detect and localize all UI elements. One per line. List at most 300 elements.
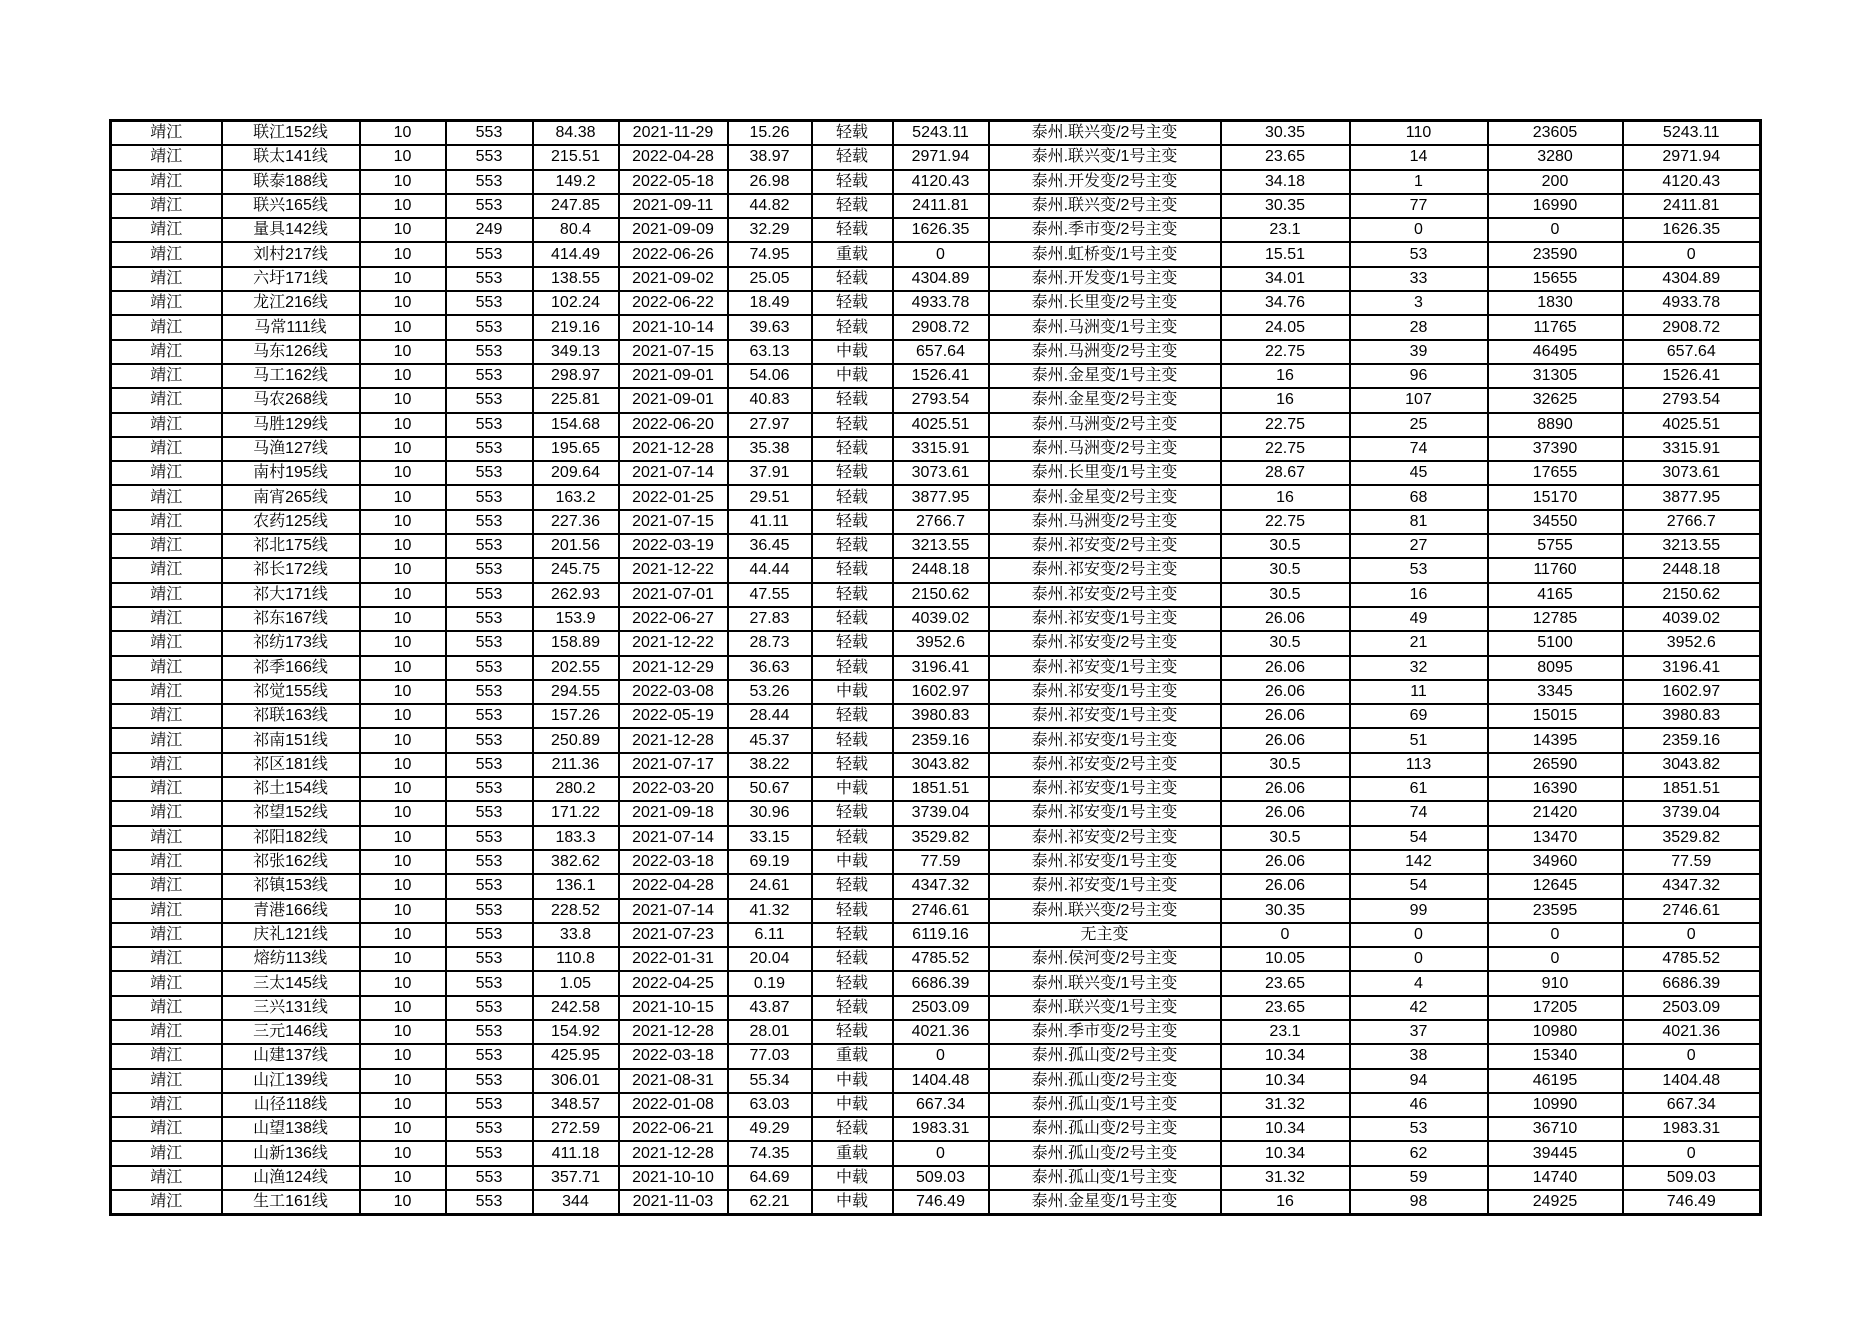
value-cell: 149.2 bbox=[533, 170, 619, 194]
line-name-cell: 祁区181线 bbox=[222, 753, 360, 777]
value-cell: 154.68 bbox=[533, 413, 619, 437]
percent-cell: 63.13 bbox=[728, 340, 812, 364]
count-cell: 15655 bbox=[1488, 267, 1623, 291]
load-status-cell: 轻载 bbox=[812, 899, 893, 923]
transformer-cell: 泰州.联兴变/1号主变 bbox=[989, 145, 1221, 169]
value-cell: 154.92 bbox=[533, 1020, 619, 1044]
value-cell: 211.36 bbox=[533, 753, 619, 777]
line-name-cell: 祁阳182线 bbox=[222, 826, 360, 850]
line-name-cell: 三元146线 bbox=[222, 1020, 360, 1044]
line-name-cell: 三太145线 bbox=[222, 971, 360, 995]
voltage-cell: 10 bbox=[360, 194, 446, 218]
voltage-cell: 10 bbox=[360, 291, 446, 315]
date-cell: 2021-12-28 bbox=[619, 1020, 728, 1044]
load-status-cell: 轻载 bbox=[812, 704, 893, 728]
count-cell: 11760 bbox=[1488, 558, 1623, 582]
city-cell: 靖江 bbox=[111, 850, 222, 874]
date-cell: 2021-10-10 bbox=[619, 1166, 728, 1190]
voltage-cell: 10 bbox=[360, 899, 446, 923]
value-cell: 136.1 bbox=[533, 874, 619, 898]
date-cell: 2021-09-01 bbox=[619, 388, 728, 412]
count-cell: 53 bbox=[1350, 558, 1488, 582]
table-row bbox=[111, 1166, 1761, 1190]
table-row bbox=[111, 267, 1761, 291]
date-cell: 2022-06-27 bbox=[619, 607, 728, 631]
code-cell: 553 bbox=[446, 437, 533, 461]
count-cell: 99 bbox=[1350, 899, 1488, 923]
line-name-cell: 祁土154线 bbox=[222, 777, 360, 801]
margin-cell: 4120.43 bbox=[1623, 170, 1761, 194]
transformer-cell: 泰州.马洲变/1号主变 bbox=[989, 315, 1221, 339]
line-name-cell: 祁季166线 bbox=[222, 656, 360, 680]
percent-cell: 55.34 bbox=[728, 1069, 812, 1093]
count-cell: 3280 bbox=[1488, 145, 1623, 169]
date-cell: 2021-12-28 bbox=[619, 728, 728, 752]
count-cell: 36710 bbox=[1488, 1117, 1623, 1141]
line-name-cell: 联泰188线 bbox=[222, 170, 360, 194]
transformer-cell: 泰州.祁安变/1号主变 bbox=[989, 704, 1221, 728]
count-cell: 31305 bbox=[1488, 364, 1623, 388]
date-cell: 2021-09-01 bbox=[619, 364, 728, 388]
line-name-cell: 马胜129线 bbox=[222, 413, 360, 437]
city-cell: 靖江 bbox=[111, 218, 222, 242]
table-row bbox=[111, 413, 1761, 437]
voltage-cell: 10 bbox=[360, 753, 446, 777]
value-cell: 183.3 bbox=[533, 826, 619, 850]
value-cell: 344 bbox=[533, 1190, 619, 1215]
load-status-cell: 轻载 bbox=[812, 971, 893, 995]
margin-cell: 509.03 bbox=[1623, 1166, 1761, 1190]
transformer-cell: 泰州.长里变/2号主变 bbox=[989, 291, 1221, 315]
count-cell: 54 bbox=[1350, 826, 1488, 850]
margin-cell: 3739.04 bbox=[1623, 801, 1761, 825]
transformer-cell: 泰州.孤山变/2号主变 bbox=[989, 1117, 1221, 1141]
city-cell: 靖江 bbox=[111, 194, 222, 218]
load-status-cell: 轻载 bbox=[812, 728, 893, 752]
table-row bbox=[111, 1044, 1761, 1068]
margin-cell: 4933.78 bbox=[893, 291, 989, 315]
value-cell: 26.06 bbox=[1221, 777, 1350, 801]
date-cell: 2021-09-02 bbox=[619, 267, 728, 291]
count-cell: 34960 bbox=[1488, 850, 1623, 874]
city-cell: 靖江 bbox=[111, 947, 222, 971]
date-cell: 2021-09-11 bbox=[619, 194, 728, 218]
load-status-cell: 中载 bbox=[812, 1069, 893, 1093]
city-cell: 靖江 bbox=[111, 1190, 222, 1215]
value-cell: 228.52 bbox=[533, 899, 619, 923]
load-status-cell: 重载 bbox=[812, 1044, 893, 1068]
count-cell: 24925 bbox=[1488, 1190, 1623, 1215]
code-cell: 553 bbox=[446, 1141, 533, 1165]
date-cell: 2022-06-21 bbox=[619, 1117, 728, 1141]
code-cell: 553 bbox=[446, 680, 533, 704]
percent-cell: 24.61 bbox=[728, 874, 812, 898]
code-cell: 553 bbox=[446, 607, 533, 631]
percent-cell: 41.11 bbox=[728, 510, 812, 534]
percent-cell: 6.11 bbox=[728, 923, 812, 947]
margin-cell: 2411.81 bbox=[893, 194, 989, 218]
transformer-cell: 泰州.马洲变/2号主变 bbox=[989, 510, 1221, 534]
count-cell: 23590 bbox=[1488, 242, 1623, 266]
count-cell: 21 bbox=[1350, 631, 1488, 655]
date-cell: 2021-10-15 bbox=[619, 996, 728, 1020]
table-row bbox=[111, 1141, 1761, 1165]
transformer-cell: 泰州.祁安变/1号主变 bbox=[989, 850, 1221, 874]
percent-cell: 54.06 bbox=[728, 364, 812, 388]
transformer-cell: 泰州.金星变/2号主变 bbox=[989, 485, 1221, 509]
date-cell: 2021-12-28 bbox=[619, 437, 728, 461]
count-cell: 12645 bbox=[1488, 874, 1623, 898]
table-row bbox=[111, 996, 1761, 1020]
margin-cell: 3952.6 bbox=[1623, 631, 1761, 655]
count-cell: 37390 bbox=[1488, 437, 1623, 461]
voltage-cell: 10 bbox=[360, 656, 446, 680]
value-cell: 84.38 bbox=[533, 121, 619, 146]
percent-cell: 62.21 bbox=[728, 1190, 812, 1215]
count-cell: 74 bbox=[1350, 437, 1488, 461]
table-row bbox=[111, 194, 1761, 218]
code-cell: 553 bbox=[446, 315, 533, 339]
margin-cell: 1602.97 bbox=[893, 680, 989, 704]
date-cell: 2022-04-28 bbox=[619, 145, 728, 169]
code-cell: 553 bbox=[446, 1190, 533, 1215]
value-cell: 23.65 bbox=[1221, 971, 1350, 995]
load-status-cell: 轻载 bbox=[812, 145, 893, 169]
voltage-cell: 10 bbox=[360, 996, 446, 1020]
date-cell: 2021-12-29 bbox=[619, 656, 728, 680]
percent-cell: 28.44 bbox=[728, 704, 812, 728]
margin-cell: 3213.55 bbox=[1623, 534, 1761, 558]
margin-cell: 657.64 bbox=[1623, 340, 1761, 364]
margin-cell: 2971.94 bbox=[1623, 145, 1761, 169]
count-cell: 15015 bbox=[1488, 704, 1623, 728]
value-cell: 30.5 bbox=[1221, 534, 1350, 558]
value-cell: 22.75 bbox=[1221, 510, 1350, 534]
count-cell: 8890 bbox=[1488, 413, 1623, 437]
count-cell: 61 bbox=[1350, 777, 1488, 801]
count-cell: 33 bbox=[1350, 267, 1488, 291]
date-cell: 2021-09-09 bbox=[619, 218, 728, 242]
count-cell: 17205 bbox=[1488, 996, 1623, 1020]
count-cell: 32 bbox=[1350, 656, 1488, 680]
percent-cell: 69.19 bbox=[728, 850, 812, 874]
value-cell: 225.81 bbox=[533, 388, 619, 412]
percent-cell: 44.44 bbox=[728, 558, 812, 582]
percent-cell: 38.22 bbox=[728, 753, 812, 777]
code-cell: 553 bbox=[446, 534, 533, 558]
table-row bbox=[111, 1117, 1761, 1141]
code-cell: 553 bbox=[446, 1044, 533, 1068]
value-cell: 219.16 bbox=[533, 315, 619, 339]
table-row bbox=[111, 826, 1761, 850]
count-cell: 10990 bbox=[1488, 1093, 1623, 1117]
code-cell: 553 bbox=[446, 291, 533, 315]
value-cell: 202.55 bbox=[533, 656, 619, 680]
date-cell: 2021-12-22 bbox=[619, 631, 728, 655]
voltage-cell: 10 bbox=[360, 364, 446, 388]
value-cell: 26.06 bbox=[1221, 728, 1350, 752]
table-row bbox=[111, 1020, 1761, 1044]
code-cell: 553 bbox=[446, 1069, 533, 1093]
voltage-cell: 10 bbox=[360, 170, 446, 194]
table-row bbox=[111, 218, 1761, 242]
code-cell: 553 bbox=[446, 1020, 533, 1044]
transformer-cell: 泰州.联兴变/2号主变 bbox=[989, 899, 1221, 923]
line-name-cell: 祁南151线 bbox=[222, 728, 360, 752]
code-cell: 553 bbox=[446, 461, 533, 485]
voltage-cell: 10 bbox=[360, 874, 446, 898]
load-status-cell: 中载 bbox=[812, 680, 893, 704]
count-cell: 1 bbox=[1350, 170, 1488, 194]
margin-cell: 4021.36 bbox=[893, 1020, 989, 1044]
margin-cell: 4120.43 bbox=[893, 170, 989, 194]
city-cell: 靖江 bbox=[111, 510, 222, 534]
margin-cell: 4025.51 bbox=[893, 413, 989, 437]
city-cell: 靖江 bbox=[111, 899, 222, 923]
value-cell: 10.05 bbox=[1221, 947, 1350, 971]
count-cell: 142 bbox=[1350, 850, 1488, 874]
value-cell: 31.32 bbox=[1221, 1093, 1350, 1117]
load-status-cell: 轻载 bbox=[812, 874, 893, 898]
table-row bbox=[111, 315, 1761, 339]
value-cell: 23.65 bbox=[1221, 996, 1350, 1020]
transformer-cell: 泰州.祁安变/1号主变 bbox=[989, 874, 1221, 898]
transformer-cell: 泰州.侯河变/2号主变 bbox=[989, 947, 1221, 971]
line-name-cell: 南村195线 bbox=[222, 461, 360, 485]
margin-cell: 2971.94 bbox=[893, 145, 989, 169]
line-name-cell: 祁大171线 bbox=[222, 583, 360, 607]
count-cell: 53 bbox=[1350, 242, 1488, 266]
margin-cell: 2359.16 bbox=[893, 728, 989, 752]
value-cell: 30.5 bbox=[1221, 826, 1350, 850]
count-cell: 4165 bbox=[1488, 583, 1623, 607]
code-cell: 553 bbox=[446, 340, 533, 364]
value-cell: 26.06 bbox=[1221, 704, 1350, 728]
code-cell: 553 bbox=[446, 413, 533, 437]
load-status-cell: 轻载 bbox=[812, 607, 893, 631]
percent-cell: 35.38 bbox=[728, 437, 812, 461]
code-cell: 553 bbox=[446, 1166, 533, 1190]
value-cell: 195.65 bbox=[533, 437, 619, 461]
value-cell: 10.34 bbox=[1221, 1044, 1350, 1068]
date-cell: 2022-01-08 bbox=[619, 1093, 728, 1117]
value-cell: 102.24 bbox=[533, 291, 619, 315]
count-cell: 54 bbox=[1350, 874, 1488, 898]
transformer-cell: 泰州.联兴变/2号主变 bbox=[989, 121, 1221, 146]
voltage-cell: 10 bbox=[360, 971, 446, 995]
count-cell: 110 bbox=[1350, 121, 1488, 146]
value-cell: 26.06 bbox=[1221, 850, 1350, 874]
transformer-cell: 泰州.金星变/1号主变 bbox=[989, 1190, 1221, 1215]
value-cell: 158.89 bbox=[533, 631, 619, 655]
value-cell: 30.5 bbox=[1221, 558, 1350, 582]
code-cell: 553 bbox=[446, 1117, 533, 1141]
value-cell: 22.75 bbox=[1221, 340, 1350, 364]
table-row bbox=[111, 291, 1761, 315]
value-cell: 34.18 bbox=[1221, 170, 1350, 194]
count-cell: 10980 bbox=[1488, 1020, 1623, 1044]
count-cell: 16990 bbox=[1488, 194, 1623, 218]
transformer-cell: 泰州.季市变/2号主变 bbox=[989, 218, 1221, 242]
code-cell: 553 bbox=[446, 656, 533, 680]
percent-cell: 50.67 bbox=[728, 777, 812, 801]
value-cell: 30.35 bbox=[1221, 194, 1350, 218]
table-row bbox=[111, 923, 1761, 947]
code-cell: 553 bbox=[446, 194, 533, 218]
code-cell: 553 bbox=[446, 1093, 533, 1117]
margin-cell: 1851.51 bbox=[893, 777, 989, 801]
date-cell: 2022-03-20 bbox=[619, 777, 728, 801]
line-name-cell: 马工162线 bbox=[222, 364, 360, 388]
load-status-cell: 轻载 bbox=[812, 291, 893, 315]
voltage-cell: 10 bbox=[360, 826, 446, 850]
count-cell: 27 bbox=[1350, 534, 1488, 558]
margin-cell: 3739.04 bbox=[893, 801, 989, 825]
transformer-cell: 泰州.联兴变/1号主变 bbox=[989, 971, 1221, 995]
margin-cell: 0 bbox=[1623, 242, 1761, 266]
voltage-cell: 10 bbox=[360, 947, 446, 971]
date-cell: 2021-08-31 bbox=[619, 1069, 728, 1093]
count-cell: 46495 bbox=[1488, 340, 1623, 364]
line-name-cell: 祁望152线 bbox=[222, 801, 360, 825]
load-status-cell: 轻载 bbox=[812, 996, 893, 1020]
voltage-cell: 10 bbox=[360, 1044, 446, 1068]
count-cell: 38 bbox=[1350, 1044, 1488, 1068]
percent-cell: 0.19 bbox=[728, 971, 812, 995]
line-name-cell: 龙江216线 bbox=[222, 291, 360, 315]
transformer-cell: 泰州.季市变/2号主变 bbox=[989, 1020, 1221, 1044]
count-cell: 5100 bbox=[1488, 631, 1623, 655]
margin-cell: 4785.52 bbox=[1623, 947, 1761, 971]
line-name-cell: 山新136线 bbox=[222, 1141, 360, 1165]
load-status-cell: 重载 bbox=[812, 1141, 893, 1165]
margin-cell: 3196.41 bbox=[893, 656, 989, 680]
count-cell: 42 bbox=[1350, 996, 1488, 1020]
value-cell: 16 bbox=[1221, 1190, 1350, 1215]
margin-cell: 3877.95 bbox=[893, 485, 989, 509]
margin-cell: 0 bbox=[893, 1141, 989, 1165]
transformer-cell: 泰州.孤山变/1号主变 bbox=[989, 1093, 1221, 1117]
load-status-cell: 轻载 bbox=[812, 1020, 893, 1044]
value-cell: 16 bbox=[1221, 388, 1350, 412]
table-row bbox=[111, 631, 1761, 655]
count-cell: 49 bbox=[1350, 607, 1488, 631]
transformer-cell: 泰州.孤山变/2号主变 bbox=[989, 1069, 1221, 1093]
count-cell: 45 bbox=[1350, 461, 1488, 485]
value-cell: 272.59 bbox=[533, 1117, 619, 1141]
city-cell: 靖江 bbox=[111, 1020, 222, 1044]
date-cell: 2022-06-20 bbox=[619, 413, 728, 437]
load-status-cell: 中载 bbox=[812, 364, 893, 388]
transformer-cell: 泰州.长里变/1号主变 bbox=[989, 461, 1221, 485]
value-cell: 30.5 bbox=[1221, 583, 1350, 607]
margin-cell: 2503.09 bbox=[893, 996, 989, 1020]
code-cell: 553 bbox=[446, 510, 533, 534]
margin-cell: 1983.31 bbox=[893, 1117, 989, 1141]
margin-cell: 4304.89 bbox=[1623, 267, 1761, 291]
voltage-cell: 10 bbox=[360, 1069, 446, 1093]
line-name-cell: 山径118线 bbox=[222, 1093, 360, 1117]
load-status-cell: 轻载 bbox=[812, 656, 893, 680]
count-cell: 12785 bbox=[1488, 607, 1623, 631]
transformer-cell: 泰州.祁安变/2号主变 bbox=[989, 558, 1221, 582]
date-cell: 2022-03-18 bbox=[619, 1044, 728, 1068]
table-row bbox=[111, 364, 1761, 388]
margin-cell: 1851.51 bbox=[1623, 777, 1761, 801]
value-cell: 80.4 bbox=[533, 218, 619, 242]
percent-cell: 20.04 bbox=[728, 947, 812, 971]
margin-cell: 4347.32 bbox=[1623, 874, 1761, 898]
percent-cell: 18.49 bbox=[728, 291, 812, 315]
transformer-cell: 泰州.开发变/1号主变 bbox=[989, 267, 1221, 291]
city-cell: 靖江 bbox=[111, 826, 222, 850]
load-status-cell: 重载 bbox=[812, 242, 893, 266]
city-cell: 靖江 bbox=[111, 1069, 222, 1093]
city-cell: 靖江 bbox=[111, 801, 222, 825]
value-cell: 414.49 bbox=[533, 242, 619, 266]
table-row bbox=[111, 461, 1761, 485]
line-name-cell: 山建137线 bbox=[222, 1044, 360, 1068]
voltage-cell: 10 bbox=[360, 1093, 446, 1117]
margin-cell: 2503.09 bbox=[1623, 996, 1761, 1020]
margin-cell: 3980.83 bbox=[1623, 704, 1761, 728]
voltage-cell: 10 bbox=[360, 704, 446, 728]
table-row bbox=[111, 1069, 1761, 1093]
margin-cell: 3529.82 bbox=[1623, 826, 1761, 850]
value-cell: 16 bbox=[1221, 485, 1350, 509]
count-cell: 98 bbox=[1350, 1190, 1488, 1215]
load-status-cell: 轻载 bbox=[812, 437, 893, 461]
table-row bbox=[111, 170, 1761, 194]
count-cell: 5755 bbox=[1488, 534, 1623, 558]
table-row bbox=[111, 485, 1761, 509]
count-cell: 8095 bbox=[1488, 656, 1623, 680]
margin-cell: 77.59 bbox=[1623, 850, 1761, 874]
date-cell: 2022-06-22 bbox=[619, 291, 728, 315]
code-cell: 553 bbox=[446, 826, 533, 850]
value-cell: 30.5 bbox=[1221, 631, 1350, 655]
table-row bbox=[111, 947, 1761, 971]
city-cell: 靖江 bbox=[111, 388, 222, 412]
count-cell: 25 bbox=[1350, 413, 1488, 437]
transformer-cell: 泰州.祁安变/2号主变 bbox=[989, 826, 1221, 850]
margin-cell: 2793.54 bbox=[893, 388, 989, 412]
load-status-cell: 中载 bbox=[812, 1166, 893, 1190]
table-row bbox=[111, 558, 1761, 582]
date-cell: 2021-12-22 bbox=[619, 558, 728, 582]
value-cell: 10.34 bbox=[1221, 1141, 1350, 1165]
date-cell: 2021-07-14 bbox=[619, 461, 728, 485]
code-cell: 553 bbox=[446, 874, 533, 898]
percent-cell: 74.35 bbox=[728, 1141, 812, 1165]
table-row bbox=[111, 1190, 1761, 1215]
count-cell: 46195 bbox=[1488, 1069, 1623, 1093]
load-status-cell: 轻载 bbox=[812, 947, 893, 971]
value-cell: 227.36 bbox=[533, 510, 619, 534]
date-cell: 2022-01-25 bbox=[619, 485, 728, 509]
line-name-cell: 祁东167线 bbox=[222, 607, 360, 631]
line-name-cell: 祁觉155线 bbox=[222, 680, 360, 704]
count-cell: 14 bbox=[1350, 145, 1488, 169]
city-cell: 靖江 bbox=[111, 680, 222, 704]
percent-cell: 53.26 bbox=[728, 680, 812, 704]
value-cell: 22.75 bbox=[1221, 413, 1350, 437]
count-cell: 21420 bbox=[1488, 801, 1623, 825]
margin-cell: 4021.36 bbox=[1623, 1020, 1761, 1044]
code-cell: 553 bbox=[446, 267, 533, 291]
margin-cell: 4039.02 bbox=[893, 607, 989, 631]
margin-cell: 5243.11 bbox=[1623, 121, 1761, 146]
